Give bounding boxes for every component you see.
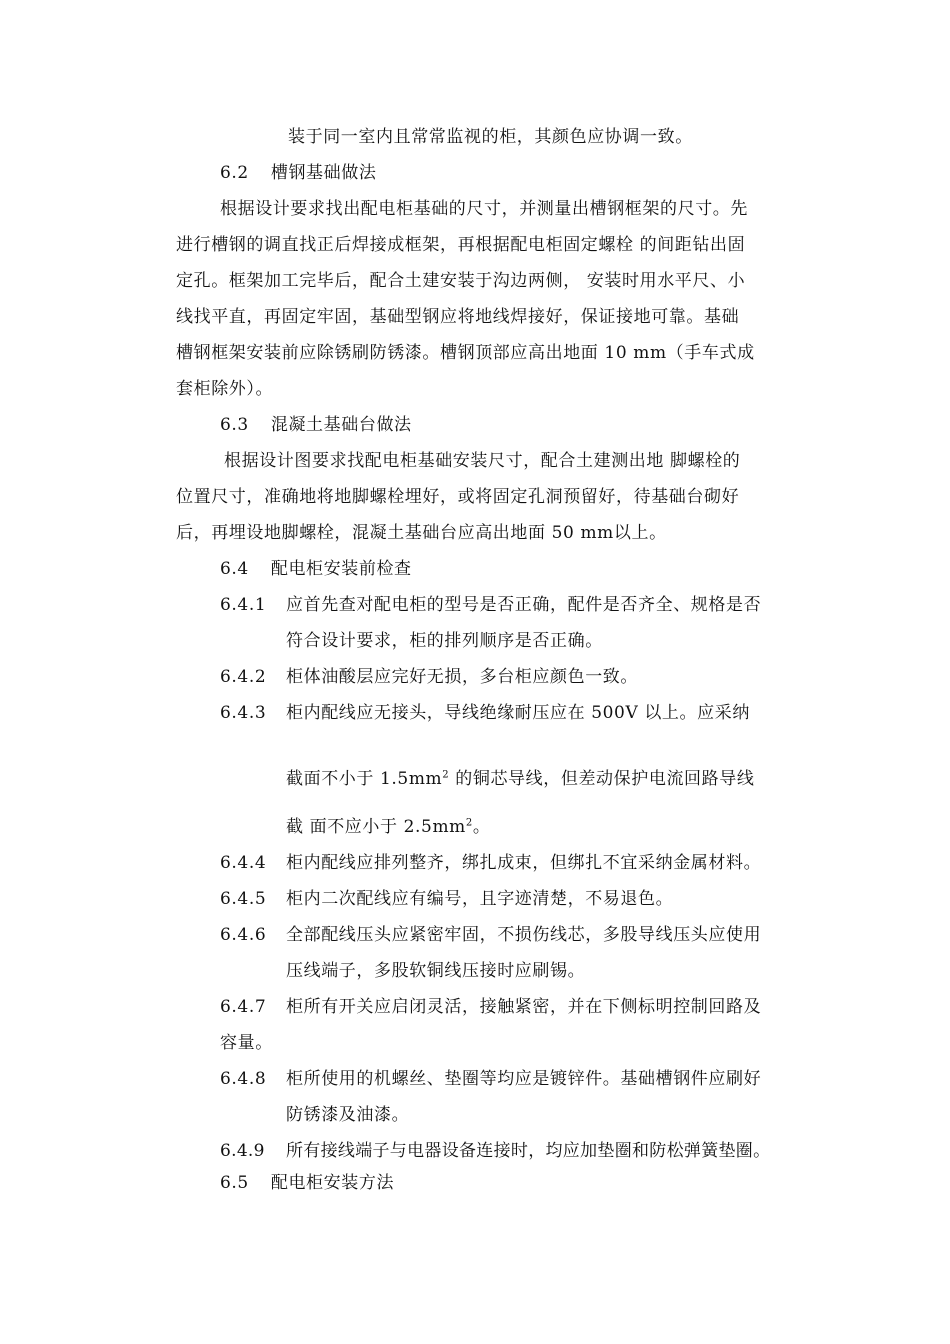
section-number: 6.4 bbox=[220, 559, 249, 579]
paragraph-line: 压线端子，多股软铜线压接时应刷锡。 bbox=[286, 961, 586, 981]
list-item bbox=[220, 666, 638, 688]
item-number: 6.4.7 bbox=[220, 997, 267, 1017]
paragraph-line: 套柜除外）。 bbox=[176, 379, 274, 399]
item-text: 柜内配线应无接头，导线绝缘耐压应在 500V 以上。应采纳 bbox=[286, 703, 750, 723]
section-title: 配电柜安装方法 bbox=[270, 1173, 395, 1193]
list-item bbox=[220, 702, 750, 724]
paragraph-line: 后，再埋设地脚螺栓，混凝土基础台应高出地面 50 mm以上。 bbox=[176, 523, 667, 543]
section-heading bbox=[220, 414, 412, 436]
list-item bbox=[220, 1140, 770, 1162]
paragraph-line: 截 面不应小于 $2.5mm^2$。 bbox=[286, 817, 491, 837]
list-item bbox=[220, 594, 761, 616]
item-text: 柜内二次配线应有编号，且字迹清楚，不易退色。 bbox=[286, 889, 674, 909]
paragraph-line: 容量。 bbox=[220, 1033, 273, 1053]
paragraph-line: 线找平直，再固定牢固，基础型钢应将地线焊接好，保证接地可靠。基础 bbox=[176, 307, 740, 327]
list-item bbox=[220, 924, 761, 946]
paragraph-line: 进行槽钢的调直找正后焊接成框架，再根据配电柜固定螺栓 的间距钻出固 bbox=[176, 235, 746, 255]
item-text: 柜内配线应排列整齐，绑扎成束，但绑扎不宜采纳金属材料。 bbox=[286, 853, 762, 873]
section-title: 混凝土基础台做法 bbox=[270, 415, 412, 435]
superscript: 2 bbox=[465, 817, 473, 829]
list-item bbox=[220, 888, 673, 910]
item-number: 6.4.1 bbox=[220, 595, 267, 615]
section-number: 6.3 bbox=[220, 415, 249, 435]
paragraph-line: 位置尺寸，准确地将地脚螺栓埋好，或将固定孔洞预留好，待基础台砌好 bbox=[176, 487, 740, 507]
list-item bbox=[220, 1068, 761, 1090]
paragraph-line: 防锈漆及油漆。 bbox=[286, 1105, 410, 1125]
paragraph-line: 槽钢框架安装前应除锈刷防锈漆。槽钢顶部应高出地面 10 mm（手车式成 bbox=[176, 343, 755, 363]
paragraph-line: 截面不小于 $1.5mm^2$ 的铜芯导线，但差动保护电流回路导线 bbox=[286, 769, 755, 789]
section-number: 6.5 bbox=[220, 1173, 249, 1193]
section-heading bbox=[220, 558, 412, 580]
item-text: 应首先查对配电柜的型号是否正确，配件是否齐全、规格是否 bbox=[286, 595, 762, 615]
item-number: 6.4.3 bbox=[220, 703, 267, 723]
paragraph-line: 定孔。框架加工完毕后，配合土建安装于沟边两侧， 安装时用水平尺、小 bbox=[176, 271, 746, 291]
paragraph-line: 符合设计要求，柜的排列顺序是否正确。 bbox=[286, 631, 603, 651]
item-text: 柜所使用的机螺丝、垫圈等均应是镀锌件。基础槽钢件应刷好 bbox=[286, 1069, 762, 1089]
item-text: 所有接线端子与电器设备连接时，均应加垫圈和防松弹簧垫圈。 bbox=[286, 1141, 771, 1161]
item-number: 6.4.5 bbox=[220, 889, 267, 909]
section-title: 配电柜安装前检查 bbox=[270, 559, 412, 579]
section-title: 槽钢基础做法 bbox=[270, 163, 377, 183]
item-number: 6.4.4 bbox=[220, 853, 267, 873]
item-text: 柜体油酸层应完好无损，多台柜应颜色一致。 bbox=[286, 667, 638, 687]
section-heading bbox=[220, 1172, 394, 1194]
item-text: 全部配线压头应紧密牢固，不损伤线芯，多股导线压头应使用 bbox=[286, 925, 762, 945]
item-text: 柜所有开关应启闭灵活，接触紧密，并在下侧标明控制回路及 bbox=[286, 997, 762, 1017]
paragraph-line: 根据设计要求找出配电柜基础的尺寸，并测量出槽钢框架的尺寸。先 bbox=[220, 199, 748, 219]
superscript: 2 bbox=[442, 769, 450, 781]
paragraph-line: 根据设计图要求找配电柜基础安装尺寸，配合土建测出地 脚螺栓的 bbox=[224, 451, 741, 471]
item-number: 6.4.2 bbox=[220, 667, 267, 687]
item-number: 6.4.8 bbox=[220, 1069, 267, 1089]
paragraph-line: 装于同一室内且常常监视的柜，其颜色应协调一致。 bbox=[288, 127, 693, 147]
list-item bbox=[220, 852, 761, 874]
list-item bbox=[220, 996, 761, 1018]
item-number: 6.4.6 bbox=[220, 925, 267, 945]
item-number: 6.4.9 bbox=[220, 1141, 265, 1161]
section-number: 6.2 bbox=[220, 163, 249, 183]
section-heading bbox=[220, 162, 376, 184]
